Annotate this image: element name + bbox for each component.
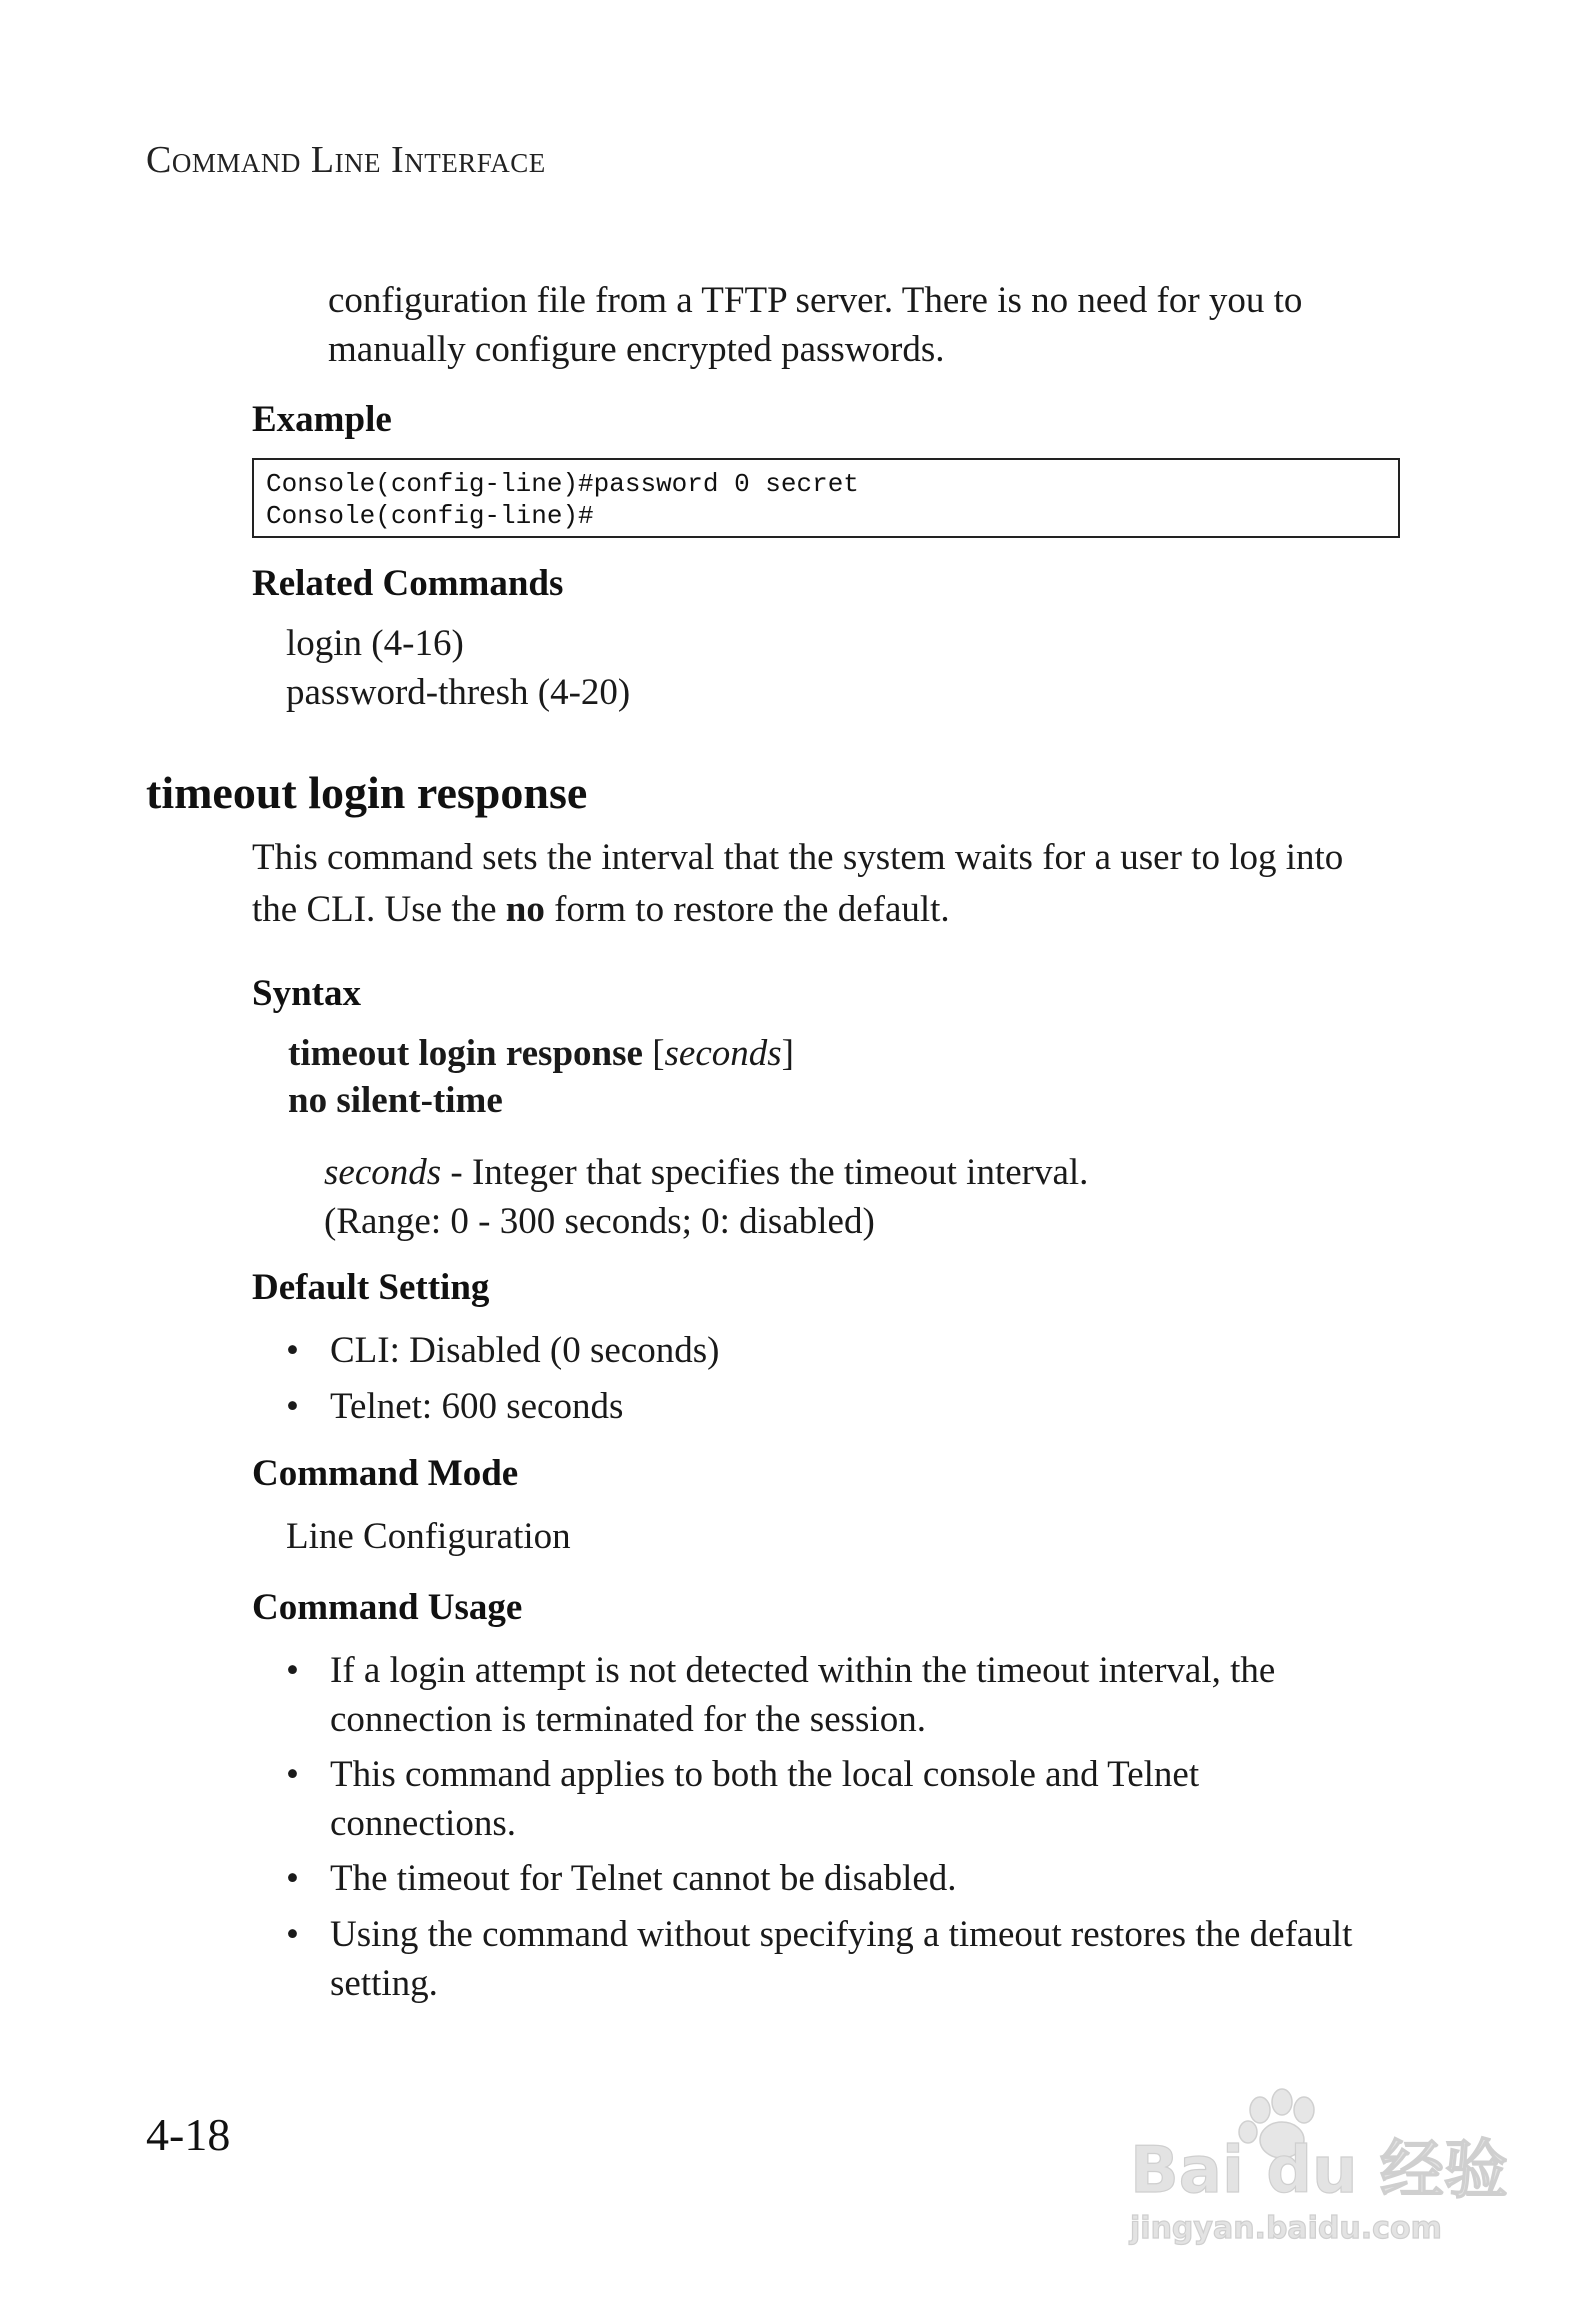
syntax-heading: Syntax: [252, 973, 361, 1014]
usage-line: Using the command without specifying a timeout restores the default: [330, 1914, 1353, 1955]
bullet: •: [286, 1914, 299, 1955]
parameter-text: - Integer that specifies the timeout interval.: [441, 1152, 1089, 1193]
syntax-commands: [288, 1030, 794, 1124]
default-setting-heading: Default Setting: [252, 1267, 490, 1308]
bullet: •: [286, 1386, 299, 1427]
bullet: •: [286, 1858, 299, 1899]
seconds-parameter: seconds: [664, 1033, 782, 1074]
related-commands-list: [286, 619, 630, 717]
watermark-brand: Bai du 经验: [1130, 2134, 1508, 2208]
command-usage-heading: Command Usage: [252, 1587, 523, 1628]
example-code-block: [252, 458, 1400, 538]
usage-line: This command applies to both the local console and Telnet: [330, 1754, 1200, 1795]
command-usage-item: [286, 1646, 1275, 1744]
bullet: •: [286, 1330, 299, 1371]
bracket-close: ]: [781, 1033, 794, 1074]
default-cli: CLI: Disabled (0 seconds): [330, 1330, 720, 1371]
parameter-line-1: [324, 1148, 1088, 1197]
command-keyword: timeout login response: [288, 1033, 643, 1074]
running-header: Command Line Interface: [146, 139, 546, 181]
description-line-2: [252, 884, 1343, 936]
example-heading: Example: [252, 399, 392, 440]
baidu-watermark: [1110, 2080, 1510, 2250]
page-number: 4-18: [146, 2109, 231, 2160]
section-title: timeout login response: [146, 767, 588, 818]
intro-line-1: configuration file from a TFTP server. There is no need for you to: [328, 280, 1303, 321]
default-telnet: Telnet: 600 seconds: [330, 1386, 624, 1427]
related-command-login: login (4-16): [286, 623, 464, 664]
related-commands-heading: Related Commands: [252, 563, 564, 604]
parameter-range: (Range: 0 - 300 seconds; 0: disabled): [324, 1201, 875, 1242]
section-description: [252, 832, 1343, 936]
description-text: the CLI. Use the: [252, 889, 506, 930]
related-command-password-thresh: password-thresh (4-20): [286, 672, 631, 713]
watermark-url: jingyan.baidu.com: [1130, 2211, 1442, 2246]
usage-line: connection is terminated for the session.: [330, 1699, 926, 1740]
parameter-name: seconds: [324, 1152, 442, 1193]
code-line: Console(config-line)#password 0 secret: [266, 469, 859, 499]
command-usage-item: [286, 1910, 1352, 2008]
parameter-description: [324, 1148, 1088, 1246]
bullet: •: [286, 1650, 299, 1691]
usage-line: If a login attempt is not detected within the timeout interval, the: [330, 1650, 1276, 1691]
code-line: Console(config-line)#: [266, 501, 594, 531]
command-mode-heading: Command Mode: [252, 1453, 519, 1494]
usage-line: connections.: [330, 1803, 516, 1844]
syntax-command-2: no silent-time: [288, 1080, 503, 1121]
bracket-open: [: [642, 1033, 665, 1074]
command-mode-value: Line Configuration: [286, 1516, 571, 1557]
command-usage-item: [286, 1854, 957, 1903]
intro-paragraph: [328, 276, 1302, 374]
syntax-command-1: [288, 1030, 794, 1077]
default-setting-item: [286, 1326, 719, 1375]
description-line-1: This command sets the interval that the system waits for a user to log into: [252, 837, 1344, 878]
description-text: form to restore the default.: [544, 889, 950, 930]
command-usage-item: [286, 1750, 1199, 1848]
no-keyword: no: [505, 889, 545, 930]
usage-line: The timeout for Telnet cannot be disabled.: [330, 1858, 957, 1899]
bullet: •: [286, 1754, 299, 1795]
usage-line: setting.: [330, 1963, 438, 2004]
intro-line-2: manually configure encrypted passwords.: [328, 329, 945, 370]
default-setting-item: [286, 1382, 623, 1431]
